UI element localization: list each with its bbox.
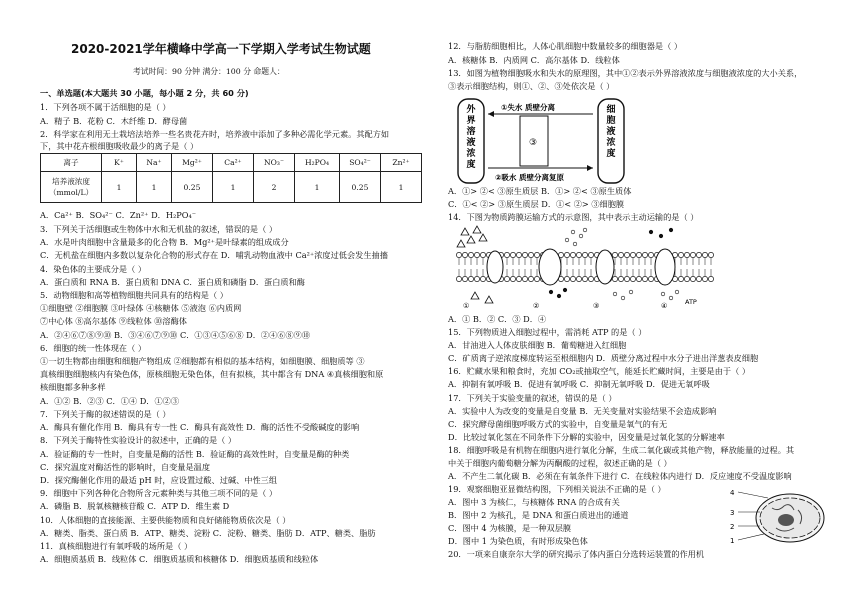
lipid-head xyxy=(456,276,461,281)
lipid-head xyxy=(588,252,593,257)
dot-molecule xyxy=(659,234,663,238)
triangle-molecule xyxy=(467,236,475,243)
dot-molecule xyxy=(549,290,553,294)
table-row xyxy=(41,154,422,172)
option-line: A．不产生二氧化碳 B．必须在有氧条件下进行 C．在线粒体内进行 D．反应速度不受温度影响 xyxy=(448,471,792,481)
bottom-arrow-label: ②吸水 质壁分离复原 xyxy=(495,173,564,182)
lipid-head xyxy=(630,252,635,257)
table-cell: K⁺ xyxy=(102,154,137,172)
lipid-head xyxy=(522,276,527,281)
question-line: 9．细胞中下列各种化合物所含元素种类与其他三项不同的是（ ） xyxy=(40,488,278,498)
table-cell: 0.25 xyxy=(340,172,381,203)
arrowhead xyxy=(488,111,494,117)
table-cell: 1 xyxy=(102,172,137,203)
atp-label: ATP xyxy=(685,298,697,306)
channel-protein xyxy=(487,251,503,283)
triangle-molecule xyxy=(471,292,479,299)
option-line: C．探究温度对酶活性的影响时，自变量是温度 xyxy=(40,462,211,472)
path-number: ④ xyxy=(661,302,668,310)
lipid-head xyxy=(504,276,509,281)
option-line: A．抑制有氧呼吸 B．促进有氧呼吸 C．抑制无氧呼吸 D．促进无氧呼吸 xyxy=(448,379,710,389)
lipid-head xyxy=(462,252,467,257)
dot-molecule xyxy=(583,228,587,232)
table-cell: 0.25 xyxy=(172,172,213,203)
lipid-head xyxy=(510,252,515,257)
table-cell: H₂PO₄ xyxy=(295,154,340,172)
question-line: 15．下列物质进入细胞过程中，需消耗 ATP 的是（ ） xyxy=(448,327,647,337)
question-line: 7．下列关于酶的叙述错误的是（ ） xyxy=(40,409,171,419)
lipid-head xyxy=(630,276,635,281)
dot-molecule xyxy=(613,292,617,296)
table-cell: 离子 xyxy=(41,154,102,172)
label-2: 2 xyxy=(730,523,735,531)
option-line: A．实验中人为改变的变量是自变量 B．无关变量对实验结果不会造成影响 xyxy=(448,406,717,416)
lipid-head xyxy=(690,252,695,257)
table-cell: Na⁺ xyxy=(137,154,172,172)
lipid-head xyxy=(588,276,593,281)
lipid-head xyxy=(678,276,683,281)
table-cell: 1 xyxy=(213,172,254,203)
lipid-head xyxy=(636,252,641,257)
table-cell: SO₄²⁻ xyxy=(340,154,381,172)
dot-molecule xyxy=(565,238,569,242)
table-cell: Mg²⁺ xyxy=(172,154,213,172)
question-line: 下，其中花卉根细胞吸收最少的离子是（ ） xyxy=(40,141,199,151)
lipid-head xyxy=(510,276,515,281)
item-line: 真核细胞细胞核内有染色体，原核细胞无染色体，但有拟核，其中都含有 DNA ④真核细胞和原 xyxy=(40,369,384,379)
arrowhead xyxy=(587,165,593,171)
structure-3-label: ③ xyxy=(529,138,538,148)
lipid-head xyxy=(702,276,707,281)
lipid-head xyxy=(570,276,575,281)
dot-molecule xyxy=(557,294,561,298)
option-line: A．细胞质基质 B．线粒体 C．细胞质基质和核糖体 D．细胞质基质和线粒体 xyxy=(40,554,319,564)
lipid-head xyxy=(612,276,617,281)
question-line: 8．下列关于酶特性实验设计的叙述中，正确的是（ ） xyxy=(40,435,237,445)
table-cell: Zn²⁺ xyxy=(381,154,422,172)
option-line: A．蛋白质和 RNA B．蛋白质和 DNA C．蛋白质和磷脂 D．蛋白质和酶 xyxy=(40,277,305,287)
membrane-transport-diagram xyxy=(455,224,725,312)
lipid-head xyxy=(684,252,689,257)
lipid-head xyxy=(516,252,521,257)
lipid-head xyxy=(462,276,467,281)
question-line: 10．人体细胞的直接能源、主要供能物质和良好储能物质依次是（ ） xyxy=(40,515,291,525)
lipid-head xyxy=(684,276,689,281)
option-line: C．探究酵母菌细胞呼吸方式的实验中，自变量是氧气的有无 xyxy=(448,419,668,429)
question-line: 6．细胞的统一性体现在（ ） xyxy=(40,343,147,353)
lipid-head xyxy=(534,276,539,281)
question-line: 13．如图为植物细胞吸水和失水的原理图，其中①②表示外界溶液浓度与细胞液浓度的大小关系， xyxy=(448,68,803,78)
question-line: 中关于细胞内葡萄糖分解为丙酮酸的过程，叙述正确的是（ ） xyxy=(448,458,672,468)
dot-molecule xyxy=(649,230,653,234)
leader-line xyxy=(738,492,768,498)
question-line: 18．细胞呼吸是有机物在细胞内进行氧化分解，生成二氧化碳或其他产物，释放能量的过程。其 xyxy=(448,445,795,455)
item-line: 核细胞都多种多样 xyxy=(40,382,106,392)
osmosis-diagram xyxy=(455,96,655,186)
dot-molecule xyxy=(661,292,665,296)
option-line: A．精子 B．花粉 C．木纤维 D．酵母菌 xyxy=(40,116,188,126)
triangle-molecule xyxy=(479,234,487,241)
table-cell: Ca²⁺ xyxy=(213,154,254,172)
dot-molecule xyxy=(571,230,575,234)
question-line: ③表示细胞结构，则①、②、③处依次是（ ） xyxy=(448,81,615,91)
table-cell: 1 xyxy=(137,172,172,203)
leader-line xyxy=(738,534,764,540)
label-4: 4 xyxy=(730,489,735,497)
lipid-head xyxy=(696,276,701,281)
lipid-head xyxy=(648,252,653,257)
triangle-molecule xyxy=(485,296,493,303)
dot-molecule xyxy=(669,296,673,300)
option-line: A．图中 3 为核仁，与核糖体 RNA 的合成有关 xyxy=(448,497,620,507)
question-line: 2．科学家在利用无土栽培法培养一些名贵花卉时，培养液中添加了多种必需化学元素。其配方如 xyxy=(40,129,390,139)
lipid-head xyxy=(678,252,683,257)
lipid-head xyxy=(582,276,587,281)
item-line: ⑦中心体 ⑧高尔基体 ⑨线粒体 ⑩溶酶体 xyxy=(40,316,187,326)
lipid-head xyxy=(576,252,581,257)
dot-molecule xyxy=(629,290,633,294)
lipid-head xyxy=(702,252,707,257)
lipid-head xyxy=(624,276,629,281)
dot-molecule xyxy=(563,288,567,292)
dot-molecule xyxy=(621,296,625,300)
carrier-protein xyxy=(539,249,561,285)
lipid-head xyxy=(564,252,569,257)
question-line: 4．染色体的主要成分是（ ） xyxy=(40,264,147,274)
lipid-head xyxy=(456,252,461,257)
question-line: 12．与脂肪细胞相比，人体心肌细胞中数量较多的细胞器是（ ） xyxy=(448,41,683,51)
path-number: ① xyxy=(463,302,470,310)
lipid-head xyxy=(480,252,485,257)
lipid-head xyxy=(708,276,713,281)
cell-sap-label: 细胞液浓度 xyxy=(606,105,616,159)
lipid-head xyxy=(582,252,587,257)
option-line: A．磷脂 B．脱氧核糖核苷酸 C．ATP D．维生素 D xyxy=(40,501,230,511)
lipid-head xyxy=(642,276,647,281)
lipid-head xyxy=(696,252,701,257)
option-line: A．①> ②< ③原生质层 B．①> ②< ③原生质体 xyxy=(448,186,632,196)
table-row xyxy=(41,172,422,203)
question-line: 19．观察细胞亚显微结构图，下列相关说法不正确的是（ ） xyxy=(448,484,666,494)
question-line: 1．下列各项不属于活细胞的是（ ） xyxy=(40,102,171,112)
nucleus-diagram xyxy=(728,486,830,550)
lipid-head xyxy=(618,276,623,281)
option-line: A．核糖体 B．内质网 C．高尔基体 D．线粒体 xyxy=(448,55,620,65)
option-line: A．酶具有催化作用 B．酶具有专一性 C．酶具有高效性 D．酶的活性不受酸碱度的影响 xyxy=(40,422,360,432)
table-cell: 2 xyxy=(254,172,295,203)
table-cell: 1 xyxy=(295,172,340,203)
lipid-head xyxy=(624,252,629,257)
lipid-head xyxy=(528,252,533,257)
lipid-head xyxy=(642,252,647,257)
ion-concentration-table xyxy=(40,153,422,203)
option-line: C．图中 4 为核膜，是一种双层膜 xyxy=(448,523,572,533)
label-3: 3 xyxy=(730,509,735,517)
question-line: 11．真核细胞进行有氧呼吸的场所是（ ） xyxy=(40,541,193,551)
option-line: A．水是叶肉细胞中含量最多的化合物 B．Mg²⁺是叶绿素的组成成分 xyxy=(40,237,289,247)
option-line: C．①< ②> ③原生质层 D．①< ②> ③细胞膜 xyxy=(448,199,625,209)
dot-molecule xyxy=(675,290,679,294)
row-label: 培养液浓度 xyxy=(52,177,90,186)
lipid-head xyxy=(474,252,479,257)
option-line: A．①② B．②③ C．①④ D．①②③ xyxy=(40,396,180,406)
lipid-head xyxy=(576,276,581,281)
dot-molecule xyxy=(579,234,583,238)
section-heading: 一、单选题(本大题共 30 小题，每小题 2 分，共 60 分) xyxy=(40,88,249,98)
outer-solution-label: 外界溶液浓度 xyxy=(466,105,476,170)
question-line: 3．下列关于活细胞或生物体中水和无机盐的叙述，错误的是（ ） xyxy=(40,224,278,234)
lipid-head xyxy=(570,252,575,257)
lipid-head xyxy=(648,276,653,281)
option-line: C．矿质离子逆浓度梯度转运至根细胞内 D．质壁分离过程中水分子进出洋葱表皮细胞 xyxy=(448,353,759,363)
option-line: A．②④⑥⑦⑧⑨⑩ B．③④⑥⑦⑨⑩ C．①③④⑤⑥⑧ D．②④⑥⑧⑨⑩ xyxy=(40,330,311,340)
lipid-head xyxy=(618,252,623,257)
option-line: D．比较过氧化氢在不同条件下分解的实验中，因变量是过氧化氢的分解速率 xyxy=(448,432,725,442)
nucleolus xyxy=(778,514,794,526)
lipid-head xyxy=(480,276,485,281)
table-cell: 1 xyxy=(381,172,422,203)
lipid-head xyxy=(690,276,695,281)
exam-title: 2020-2021学年横峰中学高一下学期入学考试生物试题 xyxy=(71,42,371,56)
option-line: C．无机盐在细胞内多数以复杂化合物的形式存在 D．哺乳动物血液中 Ca²⁺浓度过低会发生抽搐 xyxy=(40,250,388,260)
option-line: A．糖类、脂类、蛋白质 B．ATP、糖类、淀粉 C．淀粉、糖类、脂肪 D．ATP、糖类、脂肪 xyxy=(40,528,376,538)
question-line: 5．动物细胞和高等植物细胞共同具有的结构是（ ） xyxy=(40,290,228,300)
top-arrow-label: ①失水 质壁分离 xyxy=(501,103,555,112)
lipid-head xyxy=(708,252,713,257)
option-line: B．图中 2 为核孔，是 DNA 和蛋白质进出的通道 xyxy=(448,510,629,520)
triangle-molecule xyxy=(457,240,465,247)
carrier-protein xyxy=(596,250,614,284)
item-line: ①细胞壁 ②细胞膜 ③叶绿体 ④核糖体 ⑤液泡 ⑥内质网 xyxy=(40,303,242,313)
dot-molecule xyxy=(669,228,673,232)
option-line: A．Ca²⁺ B．SO₄²⁻ C．Zn²⁺ D．H₂PO₄⁻ xyxy=(40,210,197,220)
item-line: ①一切生物都由细胞和细胞产物组成 ②细胞都有相似的基本结构，如细胞膜、细胞质等 ③ xyxy=(40,356,365,366)
lipid-head xyxy=(564,276,569,281)
dot-molecule xyxy=(573,242,577,246)
lipid-head xyxy=(468,252,473,257)
path-number: ③ xyxy=(593,302,600,310)
lipid-head xyxy=(612,252,617,257)
option-line: D．图中 1 为染色质，有时形成染色体 xyxy=(448,536,588,546)
option-line: A．① B．② C．③ D．④ xyxy=(448,314,547,324)
lipid-head xyxy=(528,276,533,281)
path-number: ② xyxy=(533,302,540,310)
pump-protein xyxy=(655,249,675,285)
triangle-molecule xyxy=(473,226,481,233)
lipid-head xyxy=(522,252,527,257)
lipid-head xyxy=(636,276,641,281)
lipid-head xyxy=(534,252,539,257)
option-line: A．甘油进入人体皮肤细胞 B．葡萄糖进入红细胞 xyxy=(448,340,627,350)
lipid-head xyxy=(504,252,509,257)
option-line: A．验证酶的专一性时，自变量是酶的活性 B．验证酶的高效性时，自变量是酶的种类 xyxy=(40,449,350,459)
row-label-unit: （mmol/L） xyxy=(48,188,94,197)
triangle-molecule xyxy=(461,228,469,235)
exam-meta: 考试时间：90 分钟 满分：100 分 命题人： xyxy=(133,67,285,76)
table-cell xyxy=(41,172,102,203)
option-line: D．探究酶催化作用的最适 pH 时，应设置过酸、过碱、中性三组 xyxy=(40,475,278,485)
lipid-head xyxy=(468,276,473,281)
table-cell: NO₃⁻ xyxy=(254,154,295,172)
lipid-head xyxy=(516,276,521,281)
question-line: 16．贮藏水果和粮食时，充加 CO₂或抽取空气，能延长贮藏时间，主要是由于（ ） xyxy=(448,366,751,376)
label-1: 1 xyxy=(730,537,735,545)
question-line: 20．一项来自康奈尔大学的研究揭示了体内蛋白分选转运装置的作用机 xyxy=(448,549,705,559)
question-line: 14．下图为物质跨膜运输方式的示意图，其中表示主动运输的是（ ） xyxy=(448,212,699,222)
question-line: 17．下列关于实验变量的叙述，错误的是（ ） xyxy=(448,393,617,403)
lipid-head xyxy=(474,276,479,281)
